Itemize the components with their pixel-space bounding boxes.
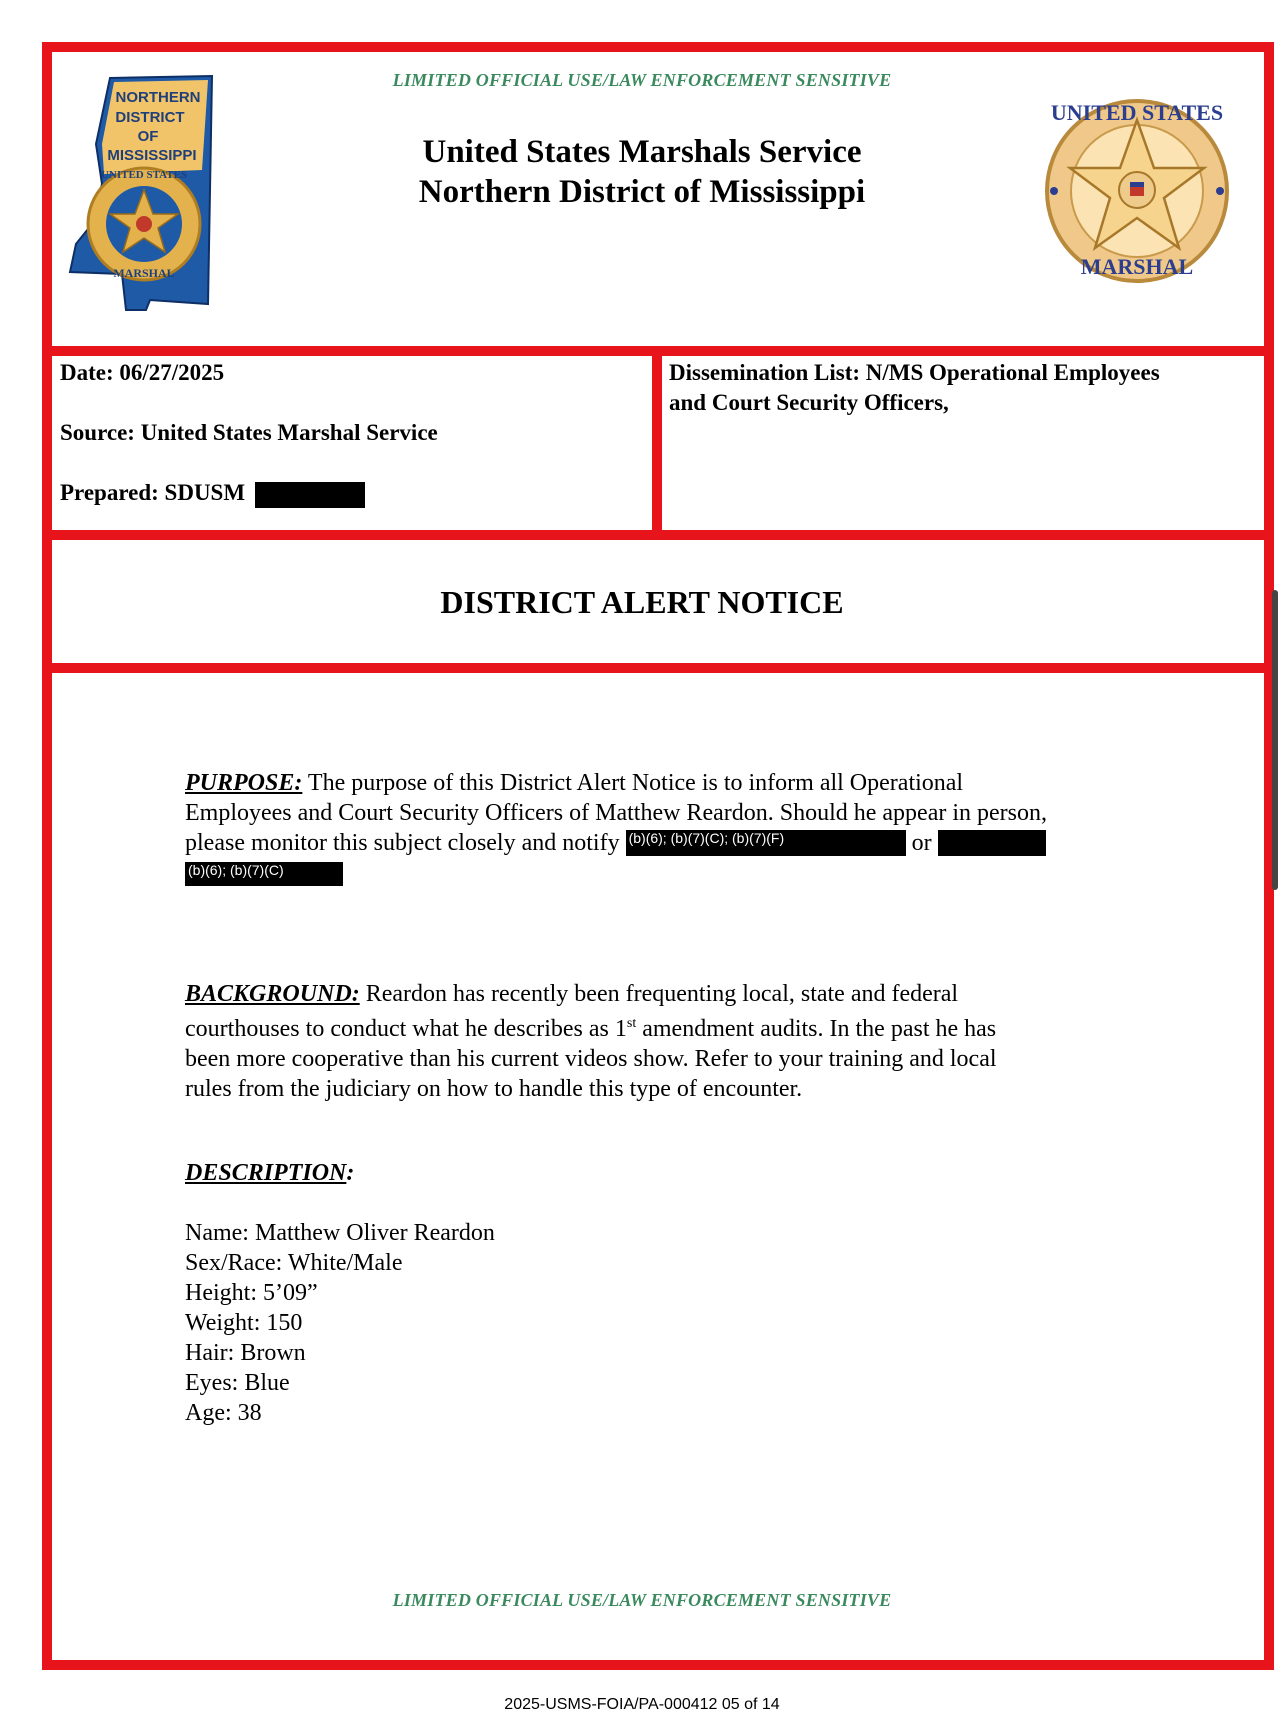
seal-text-district: DISTRICT [115, 109, 185, 126]
vertical-scrollbar[interactable] [1272, 590, 1278, 890]
title-bottom-divider [42, 663, 1274, 673]
description-list [185, 1218, 1145, 1428]
agency-name: United States Marshals Service [422, 134, 862, 170]
purpose-line2: Employees and Court Security Officers of Matthew Reardon. Should he appear in person, [185, 800, 1048, 826]
meta-bottom-divider [42, 530, 1274, 540]
purpose-line3 [185, 828, 1145, 858]
description-section [185, 1158, 1145, 1428]
notify-redaction-1: (b)(6); (b)(7)(C); (b)(7)(F) [626, 830, 906, 856]
description-sex-race: Sex/Race: White/Male [185, 1250, 403, 1276]
dissemination-line2: and Court Security Officers, [669, 390, 949, 415]
seal-ring-top: UNITED STATES [100, 169, 188, 181]
document-control-number: 2025-USMS-FOIA/PA-000412 05 of 14 [504, 1696, 780, 1713]
background-text1: Reardon has recently been frequenting local, state and federal [359, 981, 959, 1007]
description-name: Name: Matthew Oliver Reardon [185, 1220, 495, 1246]
background-text2b: amendment audits. In the past he has [636, 1016, 997, 1042]
marshal-badge-logo [1044, 98, 1230, 284]
background-line1 [185, 979, 1145, 1009]
background-line2 [185, 1009, 1145, 1044]
background-heading: BACKGROUND: [185, 981, 360, 1007]
seal-text-of: OF [137, 128, 159, 145]
seal-text-northern: NORTHERN [115, 89, 201, 106]
description-heading-line [185, 1158, 1145, 1188]
alert-title: DISTRICT ALERT NOTICE [440, 584, 844, 620]
meta-divider [652, 346, 662, 540]
district-name: Northern District of Mississippi [418, 174, 866, 210]
background-line4: rules from the judiciary on how to handle this type of encounter. [185, 1076, 803, 1102]
notify-redaction-3: (b)(6); (b)(7)(C) [185, 862, 343, 886]
background-text2a: courthouses to conduct what he describes as 1 [185, 1016, 627, 1042]
description-age: Age: 38 [185, 1400, 262, 1426]
background-section [185, 979, 1145, 1104]
source-field: Source: United States Marshal Service [60, 420, 438, 445]
classification-marking-top: LIMITED OFFICIAL USE/LAW ENFORCEMENT SENSITIVE [392, 70, 892, 90]
background-sup: st [626, 1016, 637, 1031]
purpose-line1 [185, 768, 1145, 798]
purpose-section [185, 768, 1145, 888]
notify-redaction-2 [938, 830, 1046, 856]
district-seal-logo [62, 74, 222, 314]
seal-ring-bottom: MARSHAL [113, 266, 175, 280]
description-hair: Hair: Brown [185, 1340, 306, 1366]
prepared-label: Prepared: SDUSM [60, 480, 246, 505]
dissemination-field [669, 358, 1259, 418]
date-field: Date: 06/27/2025 [60, 360, 225, 385]
background-line3: been more cooperative than his current videos show. Refer to your training and local [185, 1046, 997, 1072]
seal-text-mississippi: MISSISSIPPI [107, 147, 197, 164]
badge-ring-top: UNITED STATES [1050, 100, 1224, 125]
dissemination-line1: Dissemination List: N/MS Operational Employees [669, 360, 1160, 385]
description-heading: DESCRIPTION [185, 1160, 347, 1186]
classification-marking-bottom: LIMITED OFFICIAL USE/LAW ENFORCEMENT SENSITIVE [392, 1590, 892, 1610]
purpose-text1: The purpose of this District Alert Notice is to inform all Operational [302, 770, 964, 796]
purpose-text3: please monitor this subject closely and notify [185, 830, 620, 856]
description-colon: : [346, 1160, 355, 1186]
description-height: Height: 5’09” [185, 1280, 318, 1306]
or-word: or [911, 830, 932, 856]
prepared-redaction [255, 482, 365, 508]
description-eyes: Eyes: Blue [185, 1370, 290, 1396]
purpose-line4 [185, 858, 1145, 888]
description-weight: Weight: 150 [185, 1310, 303, 1336]
purpose-heading: PURPOSE: [185, 770, 303, 796]
badge-ring-bottom: MARSHAL [1080, 254, 1194, 279]
prepared-field [60, 478, 365, 508]
